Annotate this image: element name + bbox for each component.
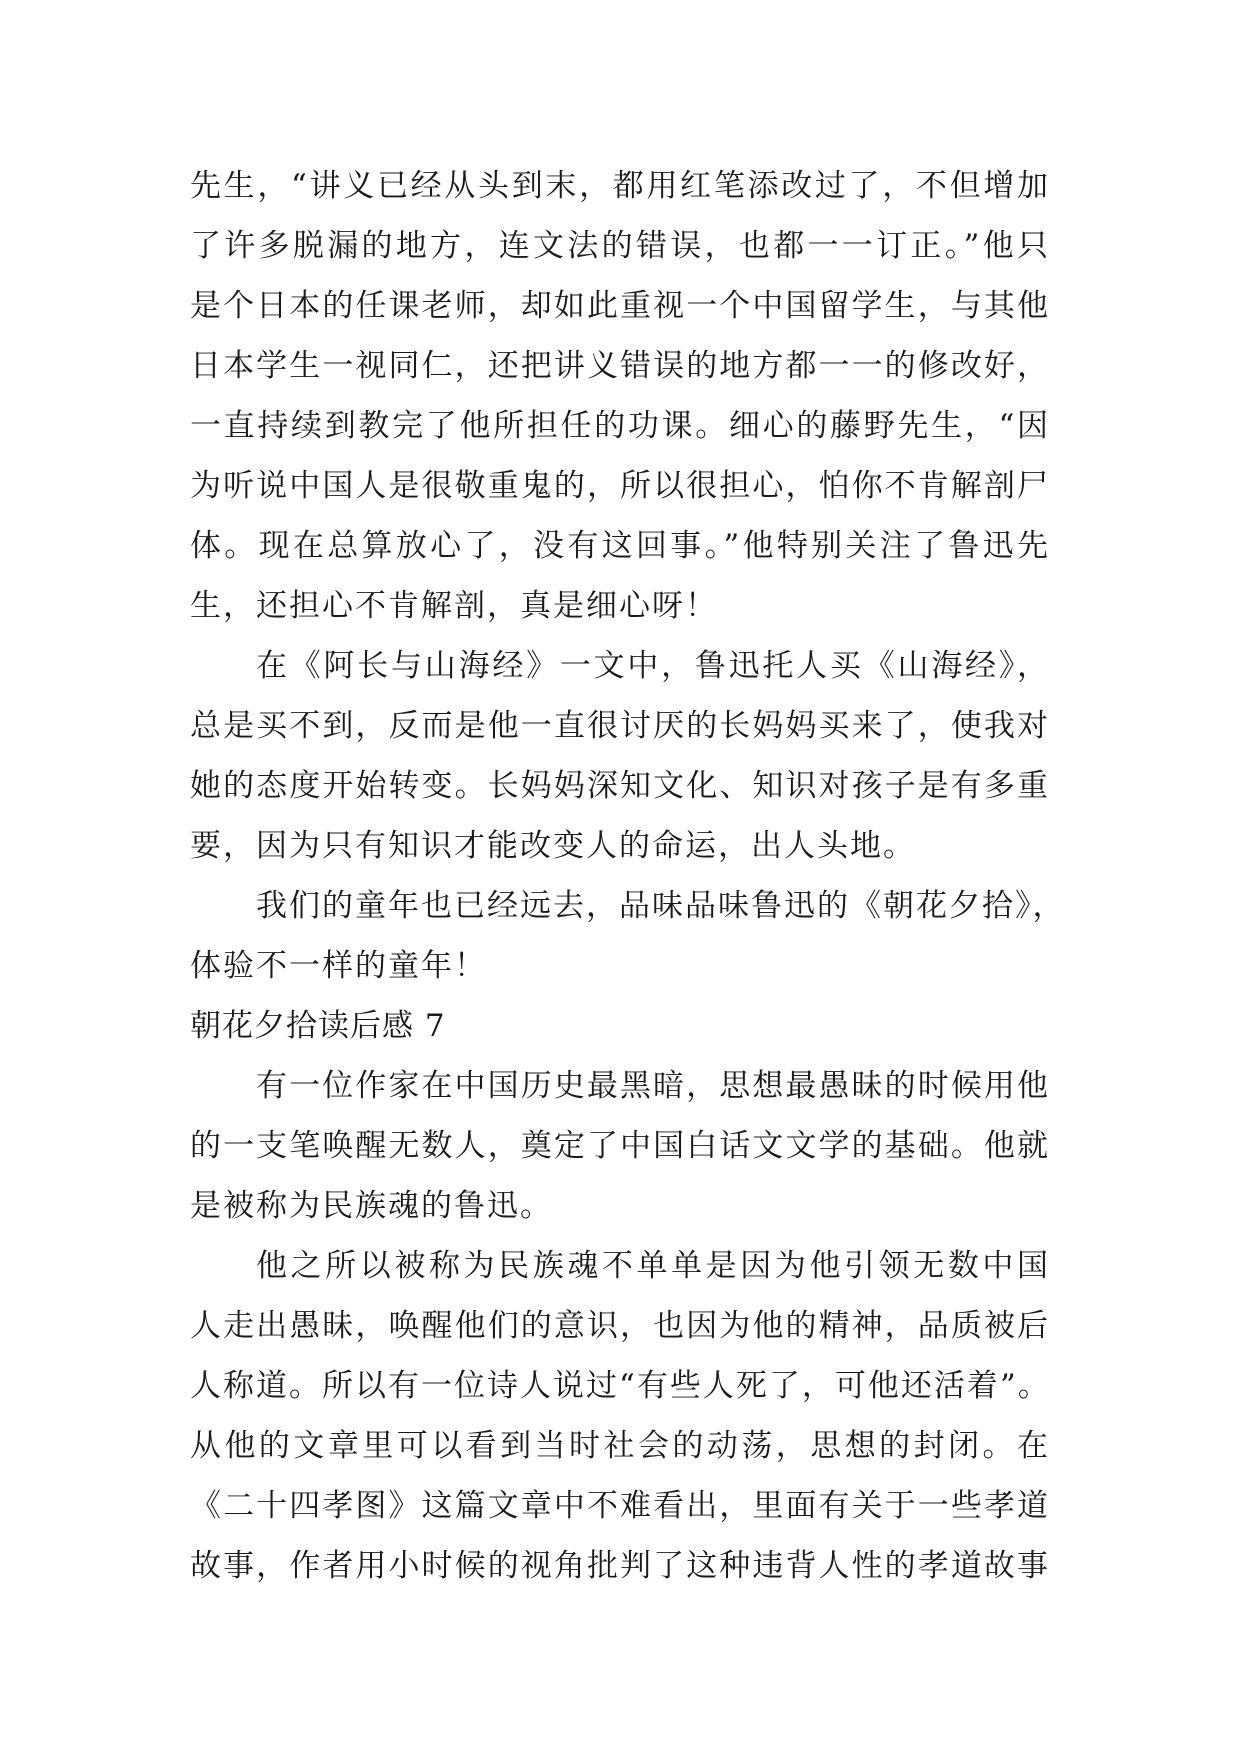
text-line: 一直持续到教完了他所担任的功课。细心的藤野先生，“因 [190, 408, 1050, 444]
text-line: 我们的童年也已经远去，品味品味鲁迅的《朝花夕拾》， [256, 888, 1066, 924]
text-line: 先生，“讲义已经从头到末，都用红笔添改过了，不但增加 [190, 168, 1050, 204]
text-line: 有一位作家在中国历史最黑暗，思想最愚昧的时候用他 [256, 1068, 1050, 1104]
text-line: 故事，作者用小时候的视角批判了这种违背人性的孝道故事 [190, 1548, 1050, 1584]
text-line: 从他的文章里可以看到当时社会的动荡，思想的封闭。在 [190, 1428, 1050, 1464]
text-line: 《二十四孝图》这篇文章中不难看出，里面有关于一些孝道 [190, 1488, 1050, 1524]
text-line: 的一支笔唤醒无数人，奠定了中国白话文文学的基础。他就 [190, 1128, 1050, 1164]
text-line: 人称道。所以有一位诗人说过“有些人死了，可他还活着”。 [190, 1368, 1051, 1404]
text-line: 体验不一样的童年！ [190, 948, 487, 984]
text-line: 了许多脱漏的地方，连文法的错误，也都一一订正。”他只 [190, 228, 1050, 264]
text-line: 生，还担心不肯解剖，真是细心呀！ [190, 588, 718, 624]
text-line: 是被称为民族魂的鲁迅。 [190, 1188, 553, 1224]
text-line: 总是买不到，反而是他一直很讨厌的长妈妈买来了，使我对 [190, 708, 1050, 744]
body-text [190, 156, 1066, 1596]
text-line: 日本学生一视同仁，还把讲义错误的地方都一一的修改好， [190, 348, 1050, 384]
text-line: 是个日本的任课老师，却如此重视一个中国留学生，与其他 [190, 288, 1050, 324]
text-line: 要，因为只有知识才能改变人的命运，出人头地。 [190, 828, 916, 864]
text-line: 在《阿长与山海经》一文中，鲁迅托人买《山海经》， [256, 648, 1050, 684]
text-line: 人走出愚昧，唤醒他们的意识，也因为他的精神，品质被后 [190, 1308, 1050, 1344]
section-heading: 朝花夕拾读后感 7 [190, 1008, 446, 1044]
text-line: 他之所以被称为民族魂不单单是因为他引领无数中国 [256, 1248, 1050, 1284]
text-line: 为听说中国人是很敬重鬼的，所以很担心，怕你不肯解剖尸 [190, 468, 1050, 504]
text-line: 体。现在总算放心了，没有这回事。”他特别关注了鲁迅先 [190, 528, 1050, 564]
text-line: 她的态度开始转变。长妈妈深知文化、知识对孩子是有多重 [190, 768, 1050, 804]
